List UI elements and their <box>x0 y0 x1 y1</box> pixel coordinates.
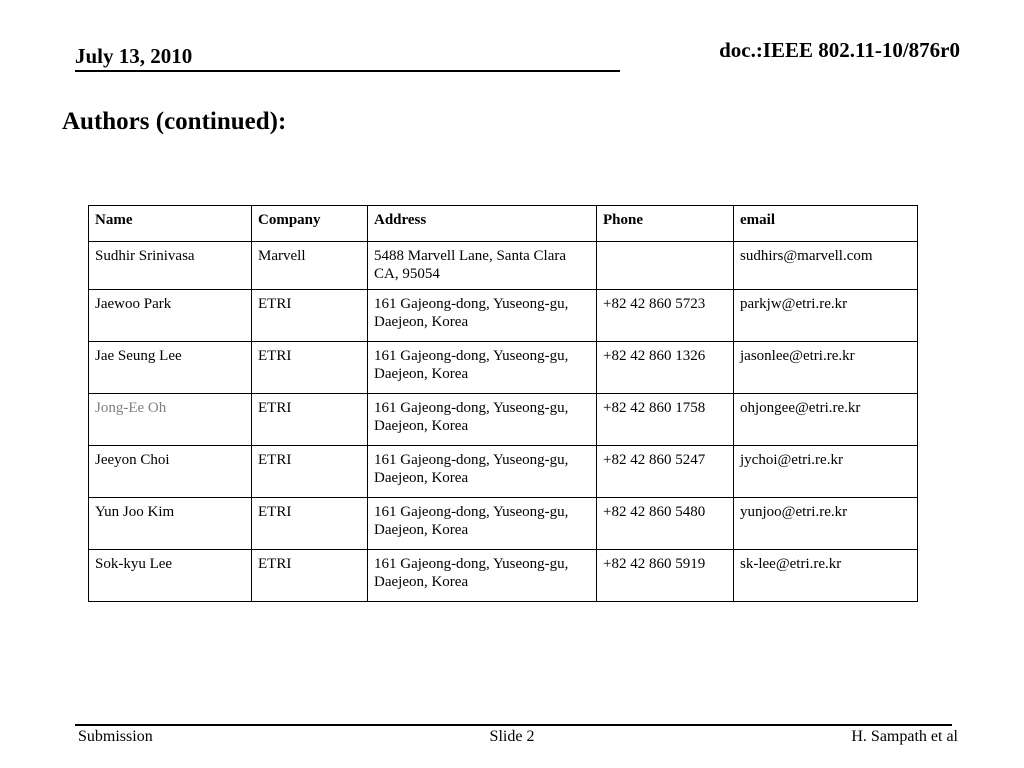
cell-address: 161 Gajeong-dong, Yuseong-gu, Daejeon, Korea <box>368 290 597 342</box>
cell-address: 161 Gajeong-dong, Yuseong-gu, Daejeon, Korea <box>368 550 597 602</box>
column-header-email: email <box>734 206 918 242</box>
cell-address: 161 Gajeong-dong, Yuseong-gu, Daejeon, Korea <box>368 498 597 550</box>
cell-company: ETRI <box>252 446 368 498</box>
cell-phone: +82 42 860 1326 <box>597 342 734 394</box>
table-row <box>89 290 918 342</box>
cell-email: ohjongee@etri.re.kr <box>734 394 918 446</box>
authors-table <box>88 205 918 602</box>
table-header-row <box>89 206 918 242</box>
cell-name: Jae Seung Lee <box>89 342 252 394</box>
header-underline <box>75 70 620 72</box>
cell-company: ETRI <box>252 498 368 550</box>
table-row <box>89 498 918 550</box>
cell-name: Jong-Ee Oh <box>89 394 252 446</box>
cell-company: ETRI <box>252 290 368 342</box>
cell-address: 5488 Marvell Lane, Santa Clara CA, 95054 <box>368 242 597 290</box>
table-row <box>89 394 918 446</box>
cell-phone: +82 42 860 5247 <box>597 446 734 498</box>
cell-email: parkjw@etri.re.kr <box>734 290 918 342</box>
column-header-name: Name <box>89 206 252 242</box>
footer-submission: Submission <box>78 728 153 745</box>
cell-company: ETRI <box>252 550 368 602</box>
cell-name: Sok-kyu Lee <box>89 550 252 602</box>
doc-number: doc.:IEEE 802.11-10/876r0 <box>719 38 960 62</box>
cell-address: 161 Gajeong-dong, Yuseong-gu, Daejeon, Korea <box>368 394 597 446</box>
cell-email: sk-lee@etri.re.kr <box>734 550 918 602</box>
table-row <box>89 550 918 602</box>
cell-phone: +82 42 860 5723 <box>597 290 734 342</box>
cell-phone <box>597 242 734 290</box>
cell-company: ETRI <box>252 342 368 394</box>
cell-address: 161 Gajeong-dong, Yuseong-gu, Daejeon, Korea <box>368 446 597 498</box>
cell-name: Jeeyon Choi <box>89 446 252 498</box>
cell-email: jasonlee@etri.re.kr <box>734 342 918 394</box>
page-title: Authors (continued): <box>62 108 287 135</box>
cell-email: jychoi@etri.re.kr <box>734 446 918 498</box>
cell-name: Jaewoo Park <box>89 290 252 342</box>
cell-company: Marvell <box>252 242 368 290</box>
cell-phone: +82 42 860 5919 <box>597 550 734 602</box>
cell-email: sudhirs@marvell.com <box>734 242 918 290</box>
column-header-phone: Phone <box>597 206 734 242</box>
table-row <box>89 242 918 290</box>
footer-slide-number: Slide 2 <box>489 728 535 745</box>
cell-name: Yun Joo Kim <box>89 498 252 550</box>
cell-email: yunjoo@etri.re.kr <box>734 498 918 550</box>
cell-company: ETRI <box>252 394 368 446</box>
cell-address: 161 Gajeong-dong, Yuseong-gu, Daejeon, Korea <box>368 342 597 394</box>
column-header-company: Company <box>252 206 368 242</box>
table-row <box>89 342 918 394</box>
header-date: July 13, 2010 <box>75 44 193 68</box>
column-header-address: Address <box>368 206 597 242</box>
cell-phone: +82 42 860 5480 <box>597 498 734 550</box>
authors-table-container <box>88 205 918 602</box>
table-row <box>89 446 918 498</box>
cell-phone: +82 42 860 1758 <box>597 394 734 446</box>
footer-rule <box>75 724 952 726</box>
cell-name: Sudhir Srinivasa <box>89 242 252 290</box>
footer-author: H. Sampath et al <box>851 728 958 745</box>
